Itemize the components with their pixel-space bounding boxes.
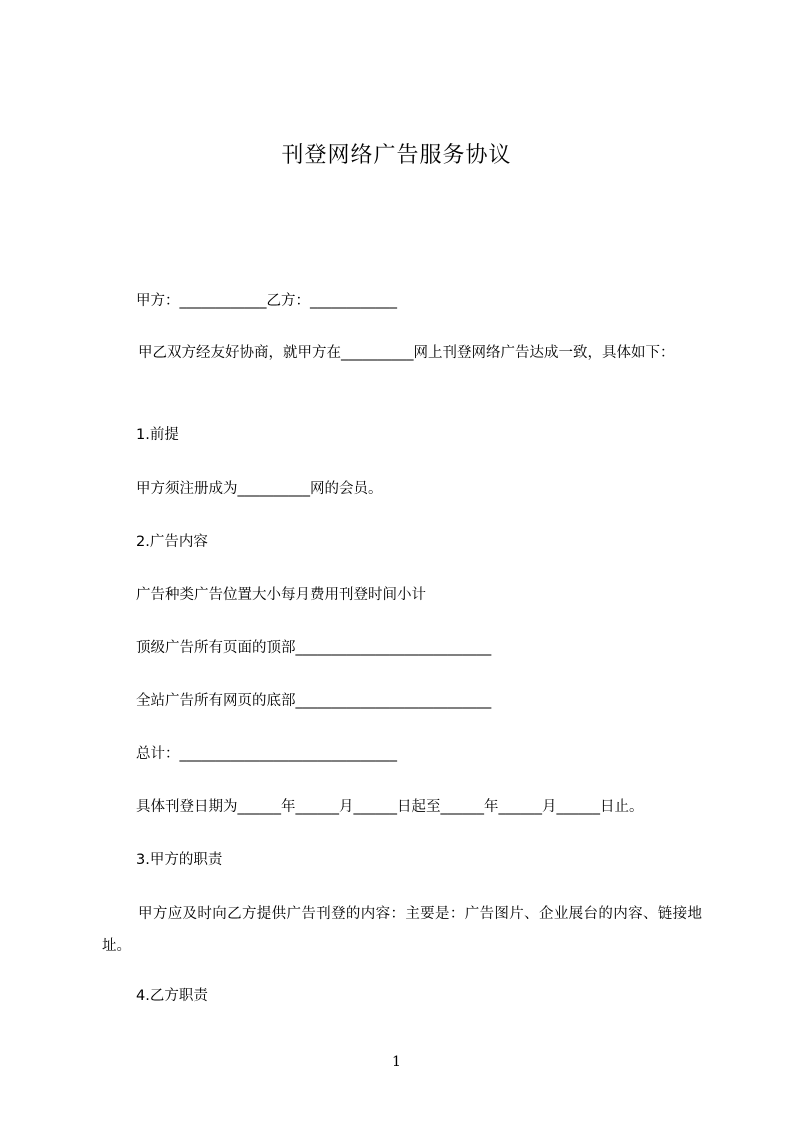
page-number: 1 (392, 1054, 401, 1070)
intro-paragraph: 甲乙双方经友好协商，就甲方在__________网上刊登网络广告达成一致，具体如下： (138, 345, 675, 361)
ad-table-header: 广告种类广告位置大小每月费用刊登时间小计 (136, 587, 426, 603)
parties-line: 甲方：____________乙方：____________ (136, 293, 397, 309)
section-3-paragraph: 甲方应及时向乙方提供广告刊登的内容：主要是：广告图片、企业展台的内容、链接地址。 (102, 906, 702, 954)
section-4-heading: 4.乙方职责 (136, 988, 208, 1004)
section-3-heading: 3.甲方的职责 (136, 852, 223, 868)
section-1-text: 甲方须注册成为__________网的会员。 (136, 481, 383, 497)
section-1-heading: 1.前提 (136, 427, 179, 443)
ad-row-bottom-banner: 全站广告所有网页的底部___________________________ (136, 693, 492, 709)
section-2-heading: 2.广告内容 (136, 534, 208, 550)
ad-row-top-banner: 顶级广告所有页面的顶部___________________________ (136, 640, 492, 656)
total-line: 总计：______________________________ (136, 746, 397, 762)
document-title: 刊登网络广告服务协议 (281, 143, 512, 168)
publish-date-line: 具体刊登日期为______年______月______日起至______年______月______日止。 (136, 799, 644, 815)
